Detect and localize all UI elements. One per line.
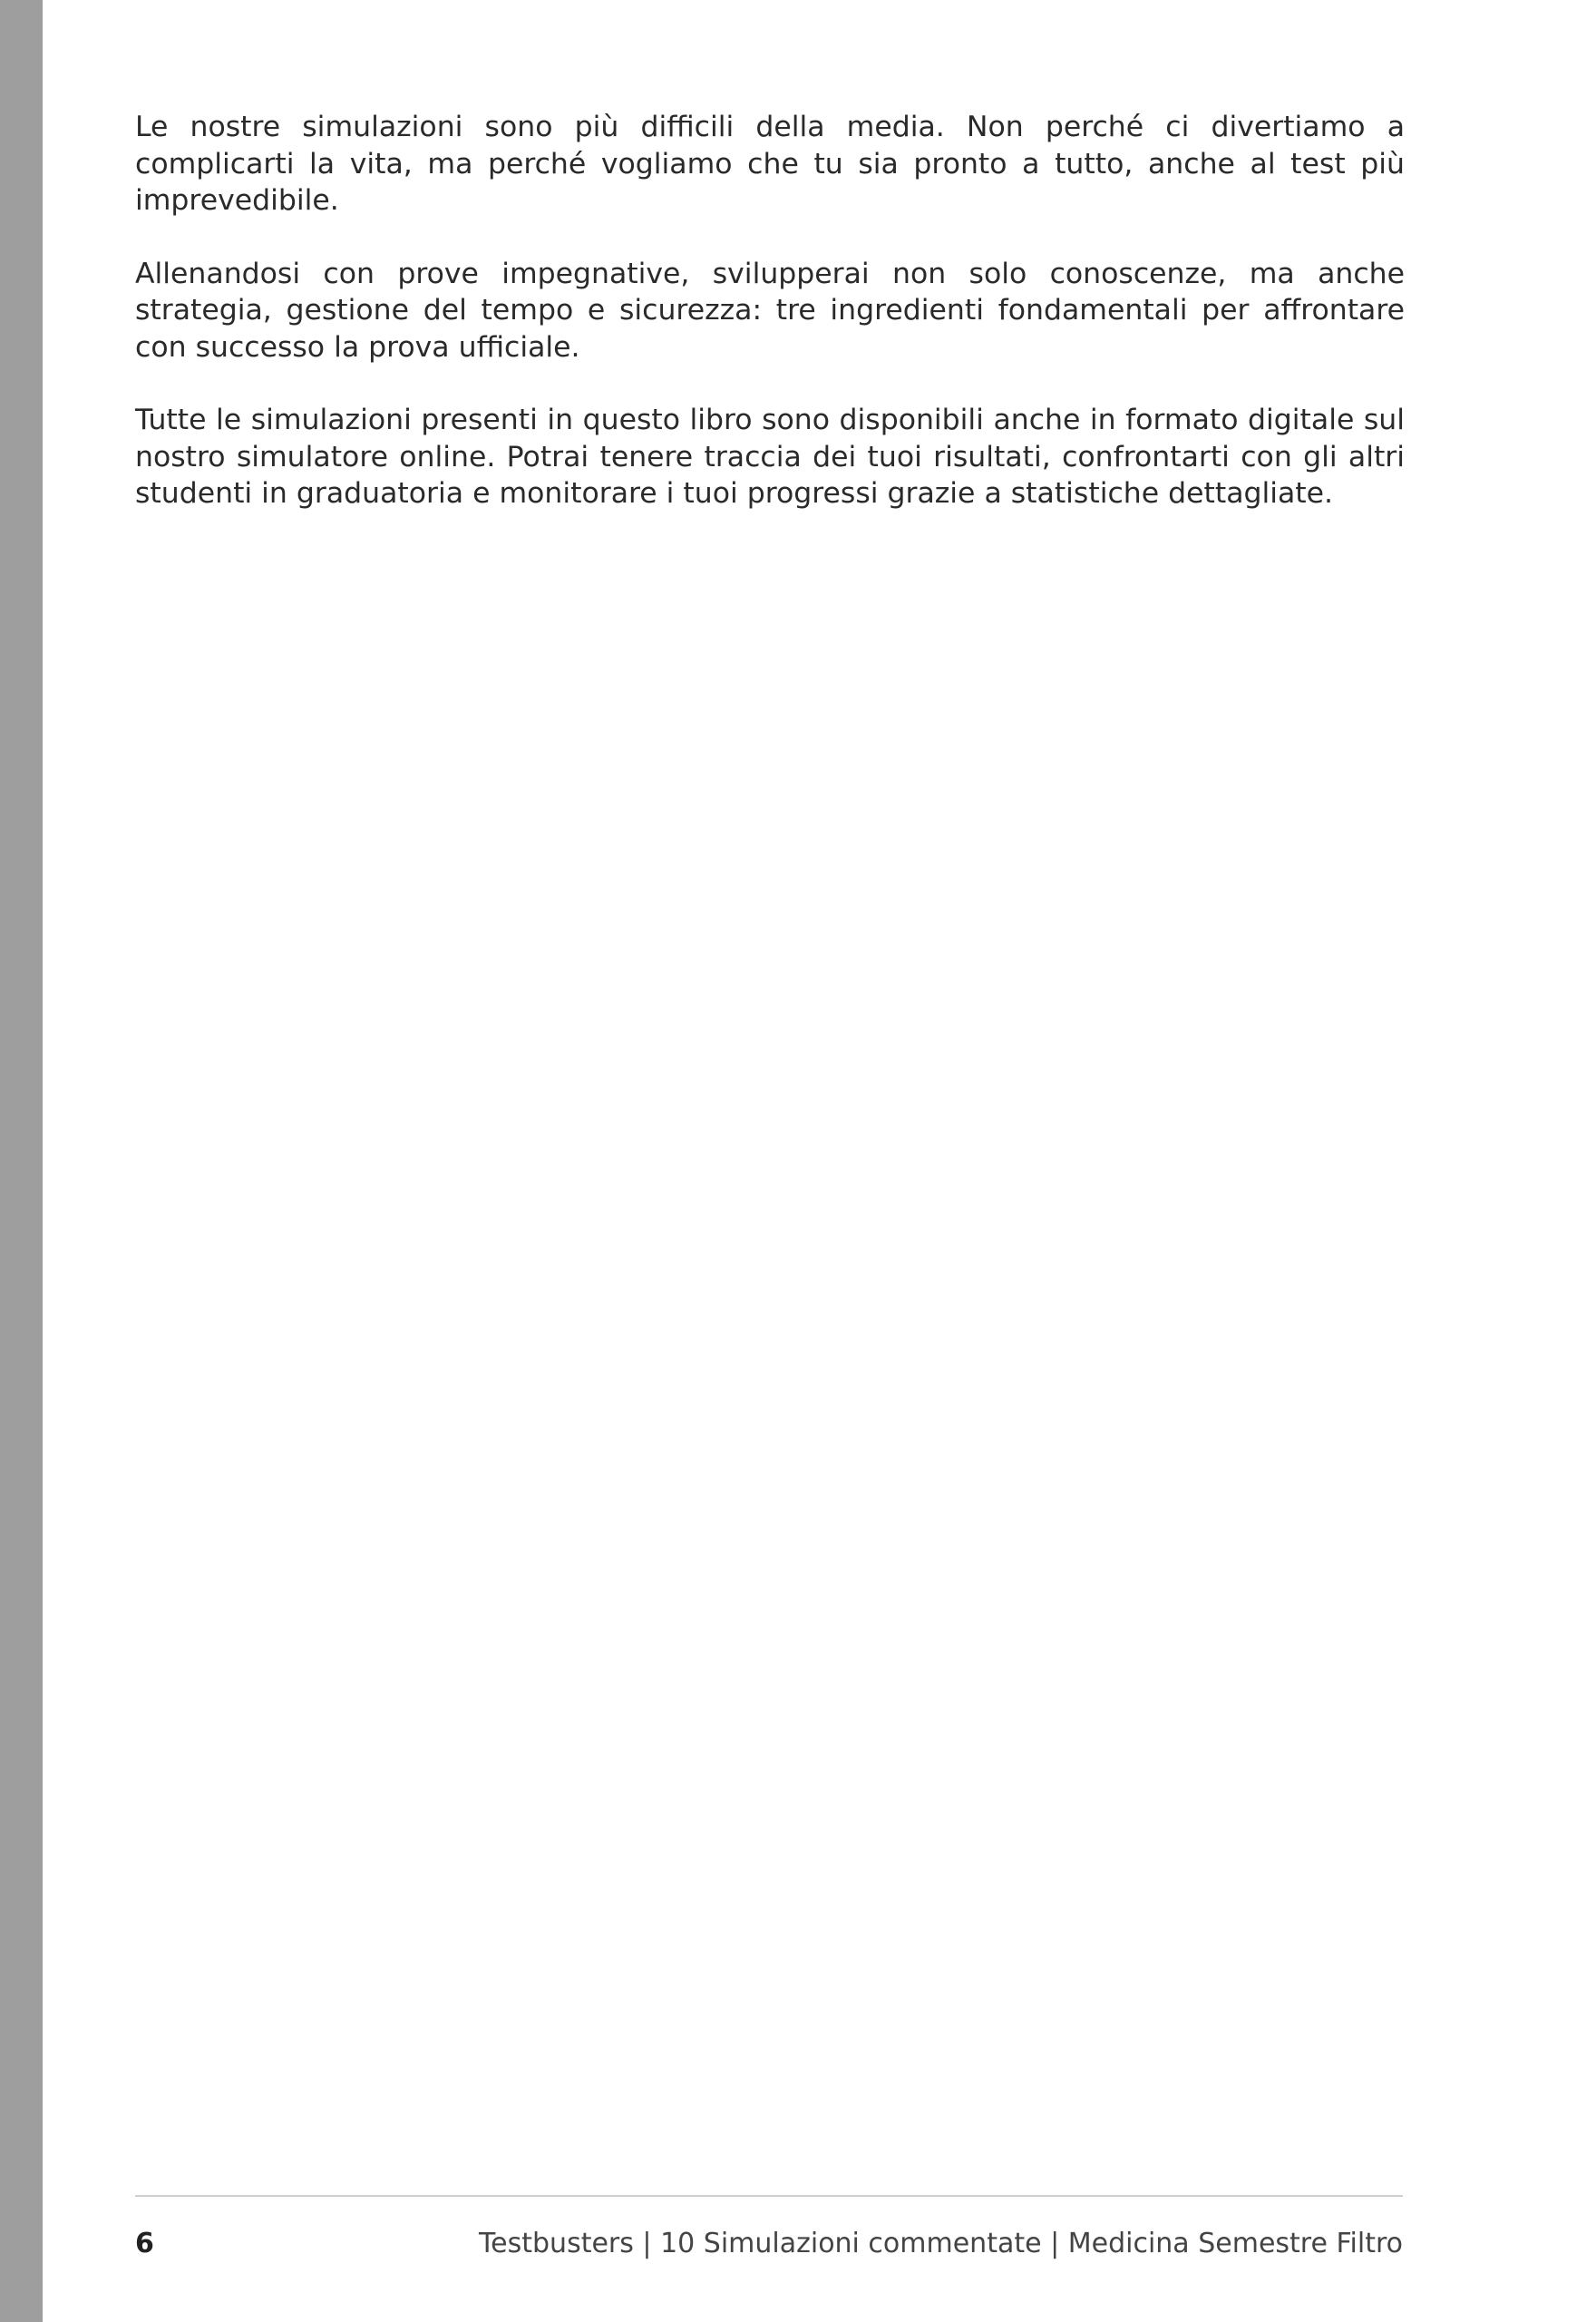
- body-paragraph: Allenandosi con prove impegnative, svilupperai non solo conoscenze, ma anche strategia, gestione del tempo e sicurezza: tre ingredienti fondamentali per affrontare con successo la prova ufficiale.: [135, 257, 1405, 364]
- body-paragraph: Le nostre simulazioni sono più difficili della media. Non perché ci divertiamo a complicarti la vita, ma perché vogliamo che tu sia pronto a tutto, anche al test più imprevedibile.: [135, 111, 1405, 217]
- footer-divider: [135, 2195, 1403, 2197]
- body-paragraph: Tutte le simulazioni presenti in questo libro sono disponibili anche in formato digitale sul nostro simulatore online. Potrai tenere traccia dei tuoi risultati, confrontarti con gli altri studenti in graduatoria e monitorare i tuoi progressi grazie a statistiche dettagliate.: [135, 404, 1405, 510]
- page-margin-bar: [0, 0, 43, 2322]
- page-body: [135, 109, 1405, 549]
- page-number: 6: [135, 2228, 154, 2259]
- running-footer-title: Testbusters | 10 Simulazioni commentate | Medicina Semestre Filtro: [478, 2228, 1403, 2259]
